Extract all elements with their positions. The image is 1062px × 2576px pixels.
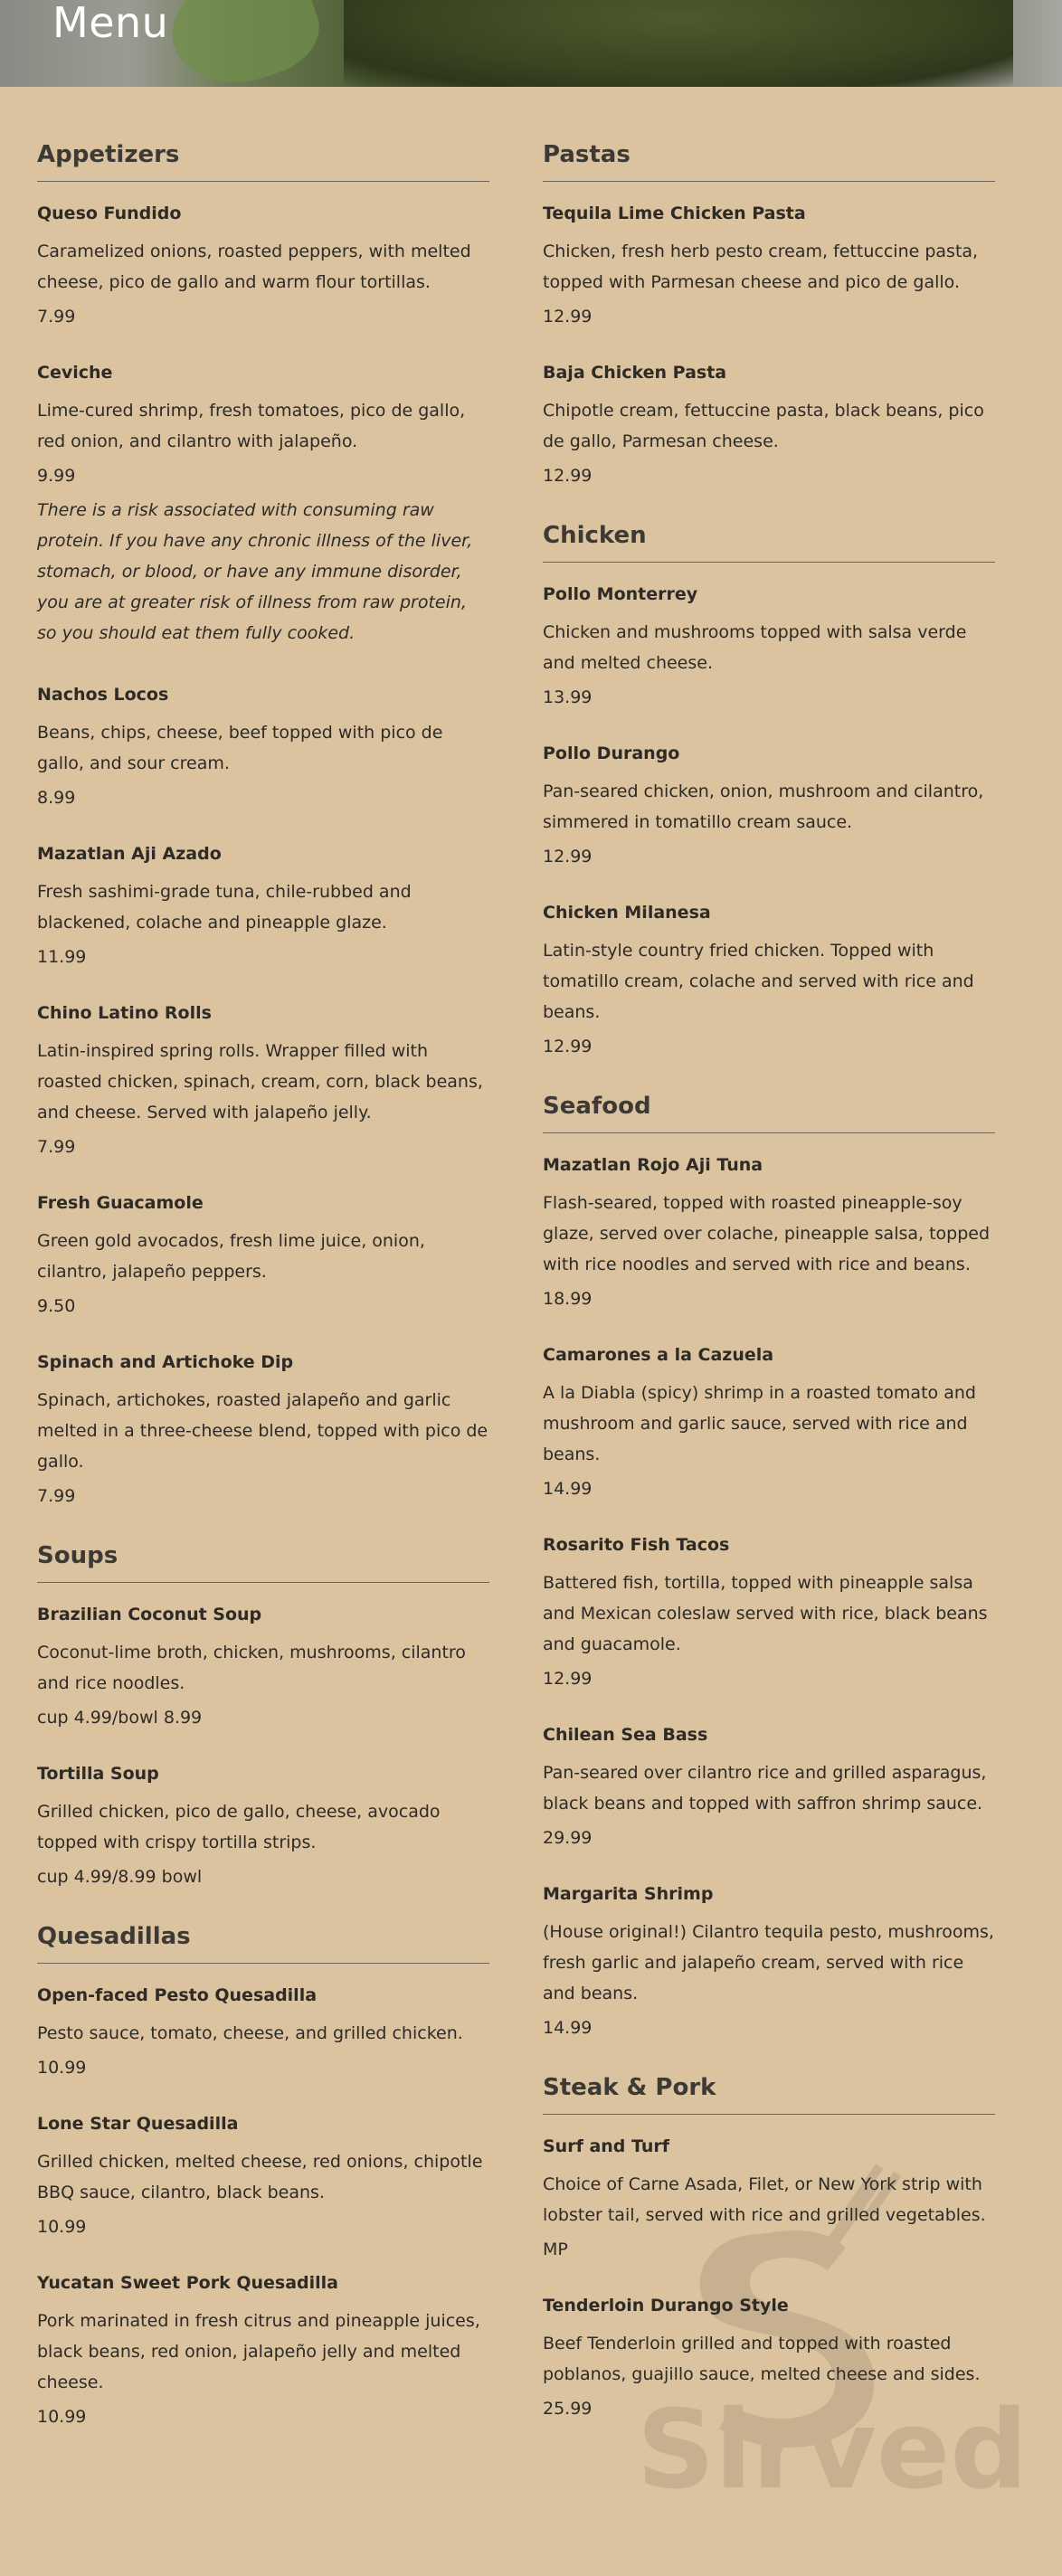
- menu-item-name: Tenderloin Durango Style: [543, 2296, 789, 2316]
- section-title: Appetizers: [37, 141, 489, 182]
- menu-item: [37, 1764, 489, 1887]
- menu-item-name: Rosarito Fish Tacos: [543, 1535, 730, 1555]
- menu-item: [543, 2296, 995, 2419]
- menu-item: [543, 204, 995, 327]
- menu-item-name: Nachos Locos: [37, 685, 169, 705]
- menu-item-description: Caramelized onions, roasted peppers, with melted cheese, pico de gallo and warm flour tortillas.: [37, 242, 471, 292]
- menu-item: [543, 2136, 995, 2259]
- menu-item-note: There is a risk associated with consuming raw protein. If you have any chronic illness of the liver, stomach, or blood, or have any immune disorder, you are at greater risk of illness from raw protein, so you should eat them fully cooked.: [37, 500, 473, 643]
- menu-item: [37, 1352, 489, 1506]
- menu-item-description: Choice of Carne Asada, Filet, or New York strip with lobster tail, served with rice and grilled vegetables.: [543, 2174, 986, 2225]
- menu-item: [37, 363, 489, 649]
- menu-item: [37, 204, 489, 327]
- menu-item-price: 10.99: [37, 2407, 87, 2427]
- menu-item-price: 12.99: [543, 466, 593, 486]
- menu-item-description: Beef Tenderloin grilled and topped with roasted poblanos, guajillo sauce, melted cheese and sides.: [543, 2334, 981, 2384]
- sirved-watermark-text: Sirved: [636, 2388, 1029, 2514]
- menu-item: [543, 584, 995, 707]
- menu-item-price: 13.99: [543, 687, 593, 707]
- banner-food-image: [344, 0, 1013, 87]
- menu-item-price: cup 4.99/8.99 bowl: [37, 1867, 203, 1887]
- menu-item-name: Baja Chicken Pasta: [543, 363, 727, 383]
- menu-item: [543, 903, 995, 1056]
- menu-item-description: Pan-seared chicken, onion, mushroom and cilantro, simmered in tomatillo cream sauce.: [543, 781, 984, 832]
- menu-item-name: Pollo Durango: [543, 743, 680, 763]
- menu-item-price: MP: [543, 2240, 568, 2259]
- menu-item-price: 7.99: [37, 307, 76, 327]
- menu-item-description: Grilled chicken, melted cheese, red onions, chipotle BBQ sauce, cilantro, black beans.: [37, 2152, 483, 2202]
- menu-item-description: Chipotle cream, fettuccine pasta, black beans, pico de gallo, Parmesan cheese.: [543, 401, 984, 451]
- menu-item-price: 29.99: [543, 1828, 593, 1848]
- menu-item-price: 9.99: [37, 466, 76, 486]
- menu-item-description: Battered fish, tortilla, topped with pineapple salsa and Mexican coleslaw served with rice, black beans and guacamole.: [543, 1573, 988, 1654]
- menu-column-left: [37, 127, 489, 2463]
- menu-item-description: Green gold avocados, fresh lime juice, onion, cilantro, jalapeño peppers.: [37, 1231, 425, 1282]
- menu-item-name: Chilean Sea Bass: [543, 1725, 708, 1745]
- menu-item-description: Latin-style country fried chicken. Topped with tomatillo cream, colache and served with rice and beans.: [543, 941, 974, 1022]
- menu-item-description: Latin-inspired spring rolls. Wrapper filled with roasted chicken, spinach, cream, corn, black beans, and cheese. Served with jalapeño jelly.: [37, 1041, 483, 1122]
- menu-item: [543, 743, 995, 867]
- menu-item: [37, 1003, 489, 1157]
- page-title: Menu: [52, 0, 169, 47]
- section-title: Pastas: [543, 141, 995, 182]
- menu-item: [543, 363, 995, 486]
- menu-item-name: Pollo Monterrey: [543, 584, 698, 604]
- section-title: Chicken: [543, 522, 995, 563]
- menu-item-description: Fresh sashimi-grade tuna, chile-rubbed and blackened, colache and pineapple glaze.: [37, 882, 412, 933]
- menu-item-description: Spinach, artichokes, roasted jalapeño and garlic melted in a three-cheese blend, topped with pico de gallo.: [37, 1390, 488, 1472]
- menu-item-name: Chino Latino Rolls: [37, 1003, 212, 1023]
- menu-item-price: 18.99: [543, 1289, 593, 1309]
- menu-item-price: 7.99: [37, 1486, 76, 1506]
- menu-item-name: Tortilla Soup: [37, 1764, 159, 1784]
- menu-item-name: Spinach and Artichoke Dip: [37, 1352, 294, 1372]
- menu-item-name: Lone Star Quesadilla: [37, 2114, 239, 2134]
- menu-item-description: (House original!) Cilantro tequila pesto, mushrooms, fresh garlic and jalapeño cream, served with rice and beans.: [543, 1922, 994, 2003]
- menu-item: [543, 1345, 995, 1499]
- menu-item: [37, 685, 489, 808]
- menu-item-price: 25.99: [543, 2399, 593, 2419]
- menu-item-name: Brazilian Coconut Soup: [37, 1605, 262, 1624]
- menu-item-description: Grilled chicken, pico de gallo, cheese, avocado topped with crispy tortilla strips.: [37, 1802, 441, 1852]
- menu-item-description: Flash-seared, topped with roasted pineapple-soy glaze, served over colache, pineapple salsa, topped with rice noodles and served with rice and beans.: [543, 1193, 991, 1274]
- menu-item-description: Lime-cured shrimp, fresh tomatoes, pico de gallo, red onion, and cilantro with jalapeño.: [37, 401, 466, 451]
- menu-item-price: 12.99: [543, 847, 593, 867]
- menu-item-price: 12.99: [543, 307, 593, 327]
- section-title: Steak & Pork: [543, 2074, 995, 2115]
- menu-item: [543, 1535, 995, 1689]
- menu-item-name: Tequila Lime Chicken Pasta: [543, 204, 806, 223]
- menu-item-price: 10.99: [37, 2217, 87, 2237]
- menu-item: [37, 844, 489, 967]
- section-title: Seafood: [543, 1093, 995, 1133]
- menu-item-description: Beans, chips, cheese, beef topped with pico de gallo, and sour cream.: [37, 723, 443, 773]
- menu-item-name: Open-faced Pesto Quesadilla: [37, 1985, 318, 2005]
- menu-item: [37, 2273, 489, 2427]
- menu-item-name: Margarita Shrimp: [543, 1884, 714, 1904]
- menu-item-name: Mazatlan Rojo Aji Tuna: [543, 1155, 763, 1175]
- menu-item-description: Pesto sauce, tomato, cheese, and grilled chicken.: [37, 2023, 463, 2043]
- menu-item-name: Mazatlan Aji Azado: [37, 844, 222, 864]
- menu-item-name: Chicken Milanesa: [543, 903, 711, 923]
- banner-leaf-image: [157, 0, 330, 87]
- menu-item-description: Chicken and mushrooms topped with salsa verde and melted cheese.: [543, 622, 967, 673]
- menu-item: [543, 1884, 995, 2038]
- menu-item-price: 12.99: [543, 1037, 593, 1056]
- menu-item-price: 10.99: [37, 2058, 87, 2078]
- menu-item-description: Pan-seared over cilantro rice and grilled asparagus, black beans and topped with saffron shrimp sauce.: [543, 1763, 987, 1814]
- menu-item-price: 14.99: [543, 2018, 593, 2038]
- menu-item: [543, 1155, 995, 1309]
- menu-item-price: 14.99: [543, 1479, 593, 1499]
- menu-item-price: 8.99: [37, 788, 76, 808]
- menu-item: [37, 2114, 489, 2237]
- header-banner: [0, 0, 1062, 87]
- menu-item: [37, 1985, 489, 2078]
- menu-item-price: 12.99: [543, 1669, 593, 1689]
- menu-item-description: Pork marinated in fresh citrus and pineapple juices, black beans, red onion, jalapeño jelly and melted cheese.: [37, 2311, 480, 2392]
- menu-item-name: Yucatan Sweet Pork Quesadilla: [37, 2273, 338, 2293]
- menu-item: [37, 1605, 489, 1728]
- section-title: Soups: [37, 1542, 489, 1583]
- menu-item-description: A la Diabla (spicy) shrimp in a roasted tomato and mushroom and garlic sauce, served with rice and beans.: [543, 1383, 976, 1464]
- section-title: Quesadillas: [37, 1923, 489, 1964]
- menu-item-price: 7.99: [37, 1137, 76, 1157]
- menu-item: [543, 1725, 995, 1848]
- menu-item-name: Surf and Turf: [543, 2136, 670, 2156]
- menu-item-price: 11.99: [37, 947, 87, 967]
- menu-item-description: Coconut-lime broth, chicken, mushrooms, cilantro and rice noodles.: [37, 1643, 466, 1693]
- menu-item-name: Fresh Guacamole: [37, 1193, 204, 1213]
- menu-item-price: 9.50: [37, 1296, 76, 1316]
- menu-item-name: Queso Fundido: [37, 204, 182, 223]
- menu-item-name: Camarones a la Cazuela: [543, 1345, 774, 1365]
- menu-item-description: Chicken, fresh herb pesto cream, fettuccine pasta, topped with Parmesan cheese and pico de gallo.: [543, 242, 979, 292]
- menu-item: [37, 1193, 489, 1316]
- menu-item-name: Ceviche: [37, 363, 113, 383]
- menu-column-right: [543, 127, 995, 2455]
- menu-item-price: cup 4.99/bowl 8.99: [37, 1708, 203, 1728]
